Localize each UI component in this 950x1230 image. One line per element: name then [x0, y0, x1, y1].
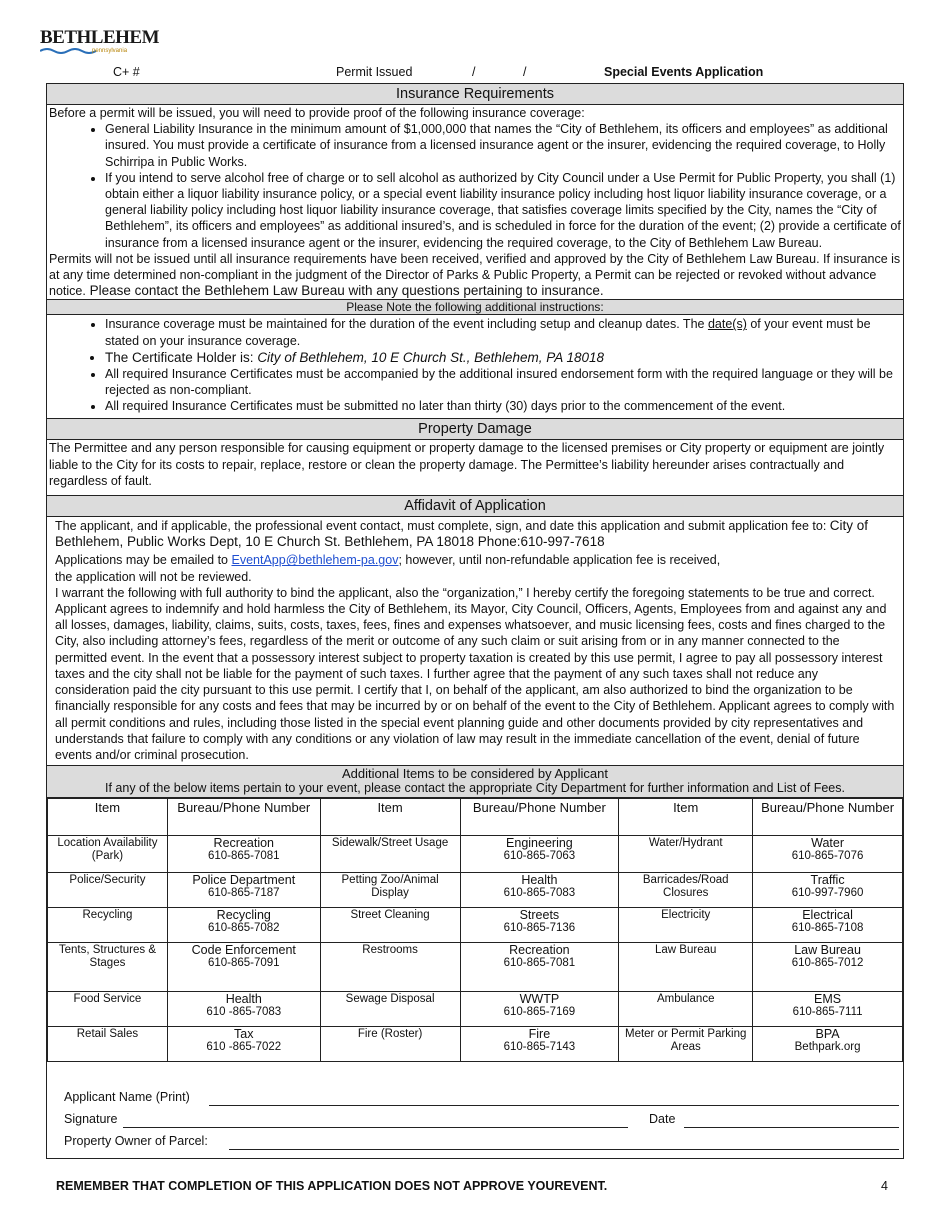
- insurance-bullets: [49, 121, 901, 251]
- bureau-name: Traffic: [810, 873, 845, 888]
- instruction-endorsement: • All required Insurance Certificates must be accompanied by the additional insured endorsement form with the required language or they will be rejected as non-compliant.: [105, 366, 901, 398]
- date-label: Date: [649, 1112, 676, 1127]
- bureau-phone-cell: [460, 908, 619, 943]
- bureau-phone-cell: [167, 908, 320, 943]
- event-email-link[interactable]: EventApp@bethlehem-pa.gov: [231, 553, 399, 568]
- affidavit-review-note: the application will not be reviewed.: [55, 569, 252, 584]
- application-form: [46, 83, 904, 1159]
- affidavit-warranty: I warrant the following with full authority to bind the applicant, also the “organization,” I hereby certify the foregoing statements to be true and correct. Applicant agrees to indemnify and hold harmless the City of Bethlehem, its Mayor, City Council, Officers, Agents, Employees from and against any and all losses, damages, liability, claims, suits, costs, taxes, fees, fines and expenses whatsoever, and music licensing fees, costs and fines charged to the City, also including attorney’s fees, regardless of the merit or outcome of any such claim or suit arising from or in any manner connected to the permitted event. In the event that a possessory interest subject to property taxation is created by this use permit, I agree to pay all possessory interest taxes and the city shall not be liable for the payment of such taxes. I further agree that the payment of any such taxes shall not reduce any consideration paid the city pursuant to this use permit. I certify that I, on behalf of the applicant, am also authorized to bind the organization to be financially responsible for any costs and fees that may be incurred by or on behalf of the event to the City of Bethlehem. Applicant agrees to comply with all permit conditions and rules, including those listed in the special event planning guide and other documents provided by city representatives and understands that failure to comply with any conditions or any violation of law may result in the immediate cancellation of the event, denial of future events and/or criminal prosecution.: [55, 585, 895, 762]
- bureau-phone: 610-865-7081: [207, 850, 280, 863]
- certificate-holder-label: The Certificate Holder is:: [105, 349, 258, 365]
- table-row: [48, 873, 903, 908]
- item-name-cell: Water/Hydrant: [619, 836, 753, 873]
- bureau-phone-cell: [460, 836, 619, 873]
- item-name-cell: Food Service: [48, 992, 168, 1027]
- instruction-coverage-text: Insurance coverage must be maintained for the duration of the event including setup and cleanup dates. The: [105, 317, 708, 332]
- insurance-closing-text: Permits will not be issued until all insurance requirements have been received, verified and approved by the City of Bethlehem Law Bureau. If insurance is at any time determined non-compliant in the judgment of the Director of Parks & Public Property, a Permit can be rejected or revoked without advance notice.: [49, 251, 901, 299]
- insurance-requirements-heading: Insurance Requirements: [47, 84, 903, 105]
- column-header-bureau: Bureau/Phone Number: [460, 799, 619, 836]
- column-header-item: Item: [619, 799, 753, 836]
- item-name-cell: Tents, Structures & Stages: [48, 943, 168, 992]
- bureau-name: Recycling: [216, 908, 271, 923]
- applicant-name-field[interactable]: [209, 1105, 899, 1106]
- affidavit-email-text: Applications may be emailed to: [55, 553, 232, 568]
- property-owner-label: Property Owner of Parcel:: [64, 1134, 208, 1149]
- permit-issued-label: Permit Issued: [336, 65, 413, 79]
- insurance-bullet-general-liability: • General Liability Insurance in the minimum amount of $1,000,000 that names the “City of Bethlehem, its officers and employees” as additional insured. You must provide a certificate of insurance from a licensed insurance agent or the insurer, evidencing the required coverage, to Holly Schirripa in Public Works.: [105, 121, 901, 170]
- item-name-cell: Restrooms: [320, 943, 460, 992]
- bureau-name: Police Department: [192, 873, 296, 888]
- column-header-item: Item: [48, 799, 168, 836]
- column-header-bureau: Bureau/Phone Number: [753, 799, 903, 836]
- item-name-cell: Ambulance: [619, 992, 753, 1027]
- bureau-phone-cell: [167, 1027, 320, 1062]
- table-header-row: [48, 799, 903, 836]
- column-header-item: Item: [320, 799, 460, 836]
- footer-notice: REMEMBER THAT COMPLETION OF THIS APPLICATION DOES NOT APPROVE YOUREVENT.: [56, 1179, 608, 1193]
- instruction-coverage-duration: [105, 316, 901, 348]
- bureau-name: Recreation: [509, 943, 570, 958]
- additional-items-table: [47, 798, 903, 1062]
- bureau-phone: Bethpark.org: [794, 1041, 861, 1054]
- bureau-phone-cell: [753, 992, 903, 1027]
- affidavit-section: [47, 517, 903, 765]
- property-damage-text: The Permittee and any person responsible for causing equipment or property damage to the licensed premises or City property or equipment are jointly liable to the City for its costs to repair, replace, restore or clean the property damage. The Permittee’s liability hereunder arises contractually and regardless of fault.: [49, 441, 885, 488]
- affidavit-email-text-end: ; however, until non-refundable application fee is received,: [398, 553, 721, 568]
- bureau-name: Health: [225, 992, 262, 1007]
- applicant-name-label: Applicant Name (Print): [64, 1090, 190, 1105]
- bureau-phone-cell: [753, 836, 903, 873]
- item-name-cell: Street Cleaning: [320, 908, 460, 943]
- bureau-phone-cell: [753, 943, 903, 992]
- table-row: [48, 1027, 903, 1062]
- bureau-phone: 610-865-7091: [207, 957, 280, 970]
- item-name-cell: Petting Zoo/Animal Display: [320, 873, 460, 908]
- table-row: [48, 836, 903, 873]
- additional-items-title: Additional Items to be considered by Applicant: [342, 766, 608, 782]
- affidavit-submit-instructions: [55, 518, 895, 550]
- bureau-phone-cell: [460, 1027, 619, 1062]
- affidavit-submit-text: The applicant, and if applicable, the professional event contact, must complete, sign, and date this application and submit application fee to:: [55, 519, 827, 534]
- column-header-bureau: Bureau/Phone Number: [167, 799, 320, 836]
- additional-instructions-section: [47, 315, 903, 418]
- affidavit-address: City of Bethlehem, Public Works Dept, 10 E Church St. Bethlehem, PA 18018 Phone:610-997-7618: [55, 518, 869, 550]
- bureau-phone: 610-865-7082: [207, 922, 280, 935]
- bethlehem-logo: [40, 27, 160, 58]
- bureau-name: Engineering: [506, 836, 573, 851]
- bureau-phone: 610-865-7143: [503, 1041, 576, 1054]
- bureau-phone: 610-997-7960: [791, 887, 864, 900]
- signature-label: Signature: [64, 1112, 118, 1127]
- instruction-certificate-holder: [105, 349, 901, 366]
- affidavit-heading: Affidavit of Application: [47, 495, 903, 517]
- bureau-phone-cell: [460, 943, 619, 992]
- item-name-cell: Meter or Permit Parking Areas: [619, 1027, 753, 1062]
- bureau-phone: 610-865-7108: [791, 922, 864, 935]
- bureau-phone-cell: [167, 943, 320, 992]
- item-name-cell: Police/Security: [48, 873, 168, 908]
- signature-field[interactable]: [123, 1127, 628, 1128]
- item-name-cell: Law Bureau: [619, 943, 753, 992]
- bureau-phone: 610-865-7083: [503, 887, 576, 900]
- bureau-phone: 610 -865-7083: [206, 1006, 282, 1019]
- bureau-phone: 610-865-7081: [503, 957, 576, 970]
- item-name-cell: Sewage Disposal: [320, 992, 460, 1027]
- bureau-name: Tax: [234, 1027, 254, 1042]
- permit-date-slash-2: /: [523, 65, 527, 79]
- bureau-name: BPA: [815, 1027, 840, 1042]
- bureau-name: WWTP: [519, 992, 560, 1007]
- table-row: [48, 992, 903, 1027]
- bureau-name: Recreation: [213, 836, 274, 851]
- insurance-intro: Before a permit will be issued, you will need to provide proof of the following insurance coverage:: [49, 106, 585, 120]
- bureau-name: Code Enforcement: [191, 943, 296, 958]
- case-number-label: C+ #: [113, 65, 140, 79]
- certificate-holder-address: City of Bethlehem, 10 E Church St., Bethlehem, PA 18018: [257, 349, 605, 365]
- bureau-name: Electrical: [802, 908, 853, 923]
- additional-items-subtitle: If any of the below items pertain to your event, please contact the appropriate City Department for further information and List of Fees.: [105, 781, 845, 796]
- bureau-phone: 610-865-7169: [503, 1006, 576, 1019]
- form-title: Special Events Application: [604, 65, 764, 79]
- bureau-phone-cell: [753, 908, 903, 943]
- instructions-bullets: [49, 316, 901, 414]
- bureau-phone: 610 -865-7022: [206, 1041, 282, 1054]
- bureau-name: Health: [521, 873, 558, 888]
- logo-subtitle: pennsylvania: [92, 48, 128, 54]
- bureau-phone: 610-865-7136: [503, 922, 576, 935]
- bureau-phone: 610-865-7187: [207, 887, 280, 900]
- item-name-cell: Location Availability (Park): [48, 836, 168, 873]
- bureau-phone: 610-865-7063: [503, 850, 576, 863]
- bureau-phone: 610-865-7076: [791, 850, 864, 863]
- bureau-name: Water: [811, 836, 844, 851]
- item-name-cell: Electricity: [619, 908, 753, 943]
- bureau-name: Fire: [528, 1027, 551, 1042]
- bureau-phone-cell: [460, 873, 619, 908]
- instruction-dates-underlined: date(s): [707, 317, 747, 332]
- bureau-name: Streets: [519, 908, 560, 923]
- table-row: [48, 943, 903, 992]
- instruction-deadline: • All required Insurance Certificates must be submitted no later than thirty (30) days prior to the commencement of the event.: [105, 398, 901, 414]
- logo-wave-icon: [40, 47, 100, 55]
- item-name-cell: Fire (Roster): [320, 1027, 460, 1062]
- insurance-closing: [49, 251, 901, 300]
- instruction-coverage-text-end: of your event must be stated on your insurance coverage.: [105, 317, 871, 348]
- page-number: 4: [881, 1179, 888, 1193]
- bureau-phone-cell: [753, 873, 903, 908]
- bureau-name: EMS: [814, 992, 842, 1007]
- item-name-cell: Sidewalk/Street Usage: [320, 836, 460, 873]
- insurance-bullet-alcohol: • If you intend to serve alcohol free of charge or to sell alcohol as authorized by City Council under a Use Permit for Public Property, you shall (1) obtain either a liquor liability insurance policy, or a special event liability insurance policy including host liquor liability insurance coverage, or a general liability policy including host liquor liability insurance coverage, that satisfies coverage limits specified by the City, names the “City of Bethlehem”, its officers and employees” as additional insured’s, and is scheduled in force for the duration of the event; (2) provide a certificate of insurance from a licensed insurance agent or the insurer, evidencing the required coverage, to the City of Bethlehem Law Bureau.: [105, 170, 901, 251]
- bureau-phone-cell: [753, 1027, 903, 1062]
- insurance-contact-text: Please contact the Bethlehem Law Bureau with any questions pertaining to insurance.: [85, 283, 604, 299]
- affidavit-email-line: [55, 552, 895, 568]
- logo-wordmark: BETHLEHEM: [40, 27, 160, 48]
- date-field[interactable]: [684, 1127, 899, 1128]
- additional-items-heading: [47, 765, 903, 798]
- bureau-phone-cell: [460, 992, 619, 1027]
- bureau-phone-cell: [167, 836, 320, 873]
- bureau-name: Law Bureau: [794, 943, 861, 958]
- signature-block: [47, 1062, 903, 1158]
- item-name-cell: Retail Sales: [48, 1027, 168, 1062]
- additional-instructions-heading: Please Note the following additional instructions:: [47, 299, 903, 315]
- bureau-phone: 610-865-7111: [792, 1006, 863, 1019]
- item-name-cell: Recycling: [48, 908, 168, 943]
- table-row: [48, 908, 903, 943]
- insurance-section: [47, 105, 903, 299]
- bureau-phone-cell: [167, 873, 320, 908]
- bureau-phone: 610-865-7012: [791, 957, 864, 970]
- permit-date-slash-1: /: [472, 65, 476, 79]
- item-name-cell: Barricades/Road Closures: [619, 873, 753, 908]
- property-damage-heading: Property Damage: [47, 418, 903, 440]
- bureau-phone-cell: [167, 992, 320, 1027]
- property-owner-field[interactable]: [229, 1149, 899, 1150]
